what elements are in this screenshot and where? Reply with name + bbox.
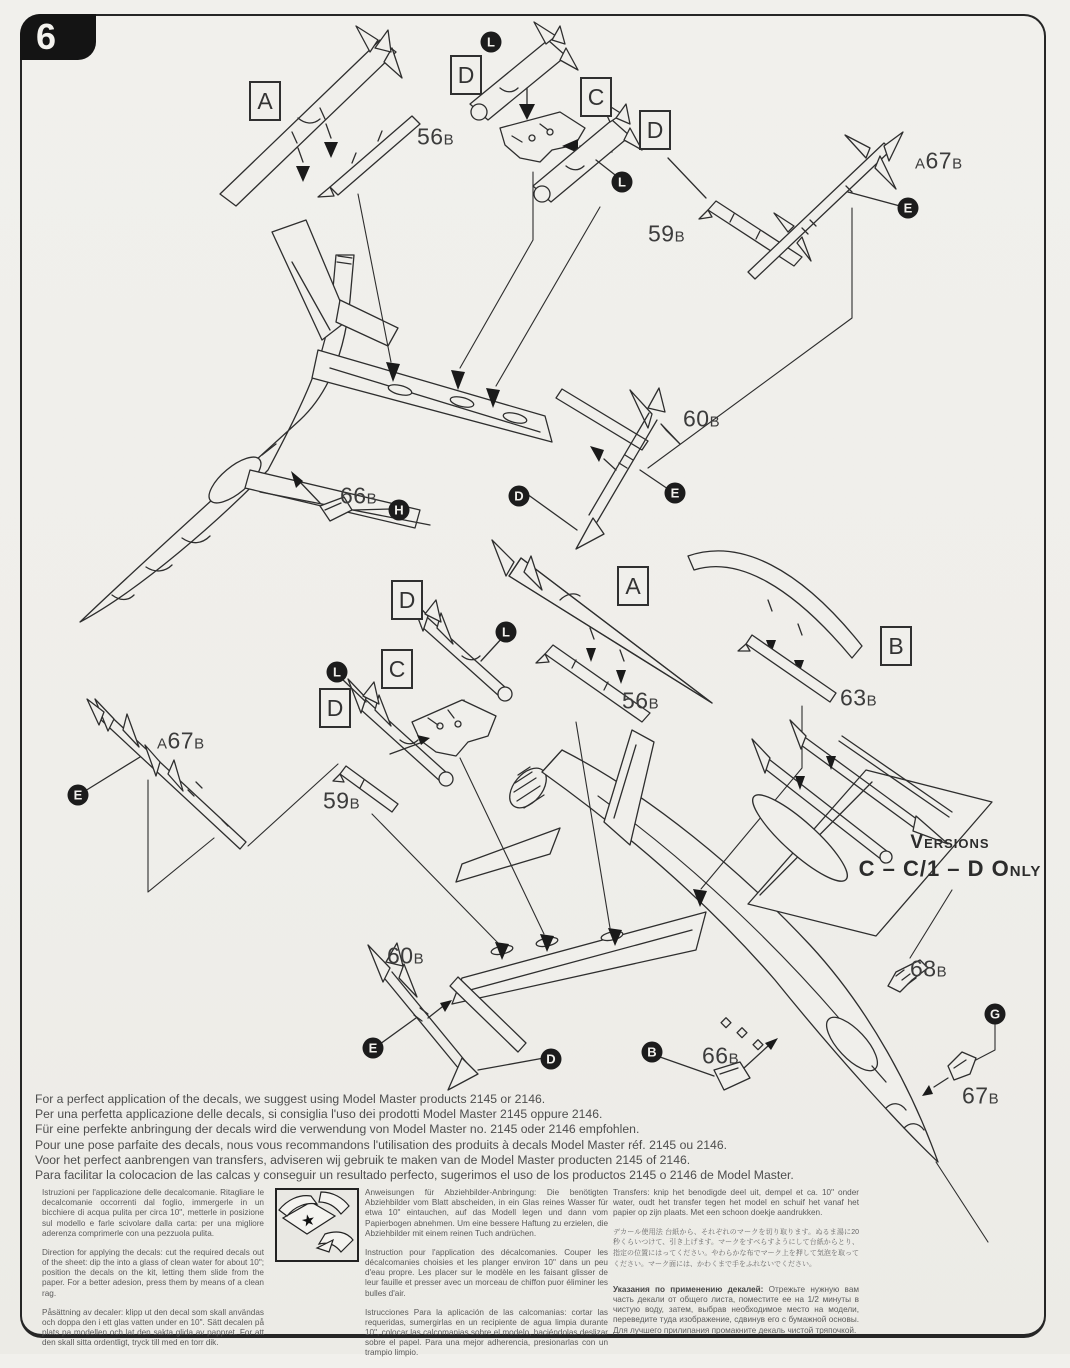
part-number-text: B [443,131,455,149]
upper-circle-label-H [389,500,410,521]
pylon-56b-upper-drawing [318,116,420,197]
circle-label-letter: D [546,1051,556,1067]
instruction-column-3 [613,1188,859,1345]
part-number-text: B [674,228,686,246]
upper-box-label-D [450,55,482,95]
decal-application-illustration [275,1188,359,1262]
part-number-text: B [194,735,205,753]
part-number-text: A [157,735,168,753]
box-label-letter: D [646,116,664,143]
circle-label-letter: E [368,1040,378,1056]
hands-applying-decal-art [277,1190,356,1259]
part-number-text: B [728,1050,740,1068]
instruction-paragraph: Direction for applying the decals: cut the required decals out of the sheet: dip the into a glass of clean water for about 10"; position the decals on the kit, letting them slide from the paper. For a better adesion, press them by means of a clean rag. [42,1247,264,1298]
instruction-paragraph: Anweisungen für Abziehbilder-Anbringung: Die benötigten Abziehbilder vom Blatt abscheiden, in ein Glas reines Wasser für etwa 10" eintauchen, auf das Modell legen und dann vom Papierbogen abnehmen. Um eine bessere Haftung zu erzielen, die Abziehbilder mit einem reinen Tuch andrüchen. [365,1188,608,1238]
circle-label-letter: E [73,787,83,803]
circle-label-letter: G [989,1006,1001,1022]
part-63b-drawing [688,551,862,702]
lower-box-label-A [617,566,649,606]
upper-circle-label-L [612,172,633,193]
sidewinder-a67b-lower-drawing [85,699,338,892]
part-number-text: B [648,695,660,713]
part-number-text: B [988,1090,1000,1108]
decal-recommendation-line-5: Voor het perfect aanbrengen van transfers, adviseren wij gebruik te maken van de Model Master producten 2145 of 2146. [35,1152,691,1167]
box-label-letter: D [457,61,475,88]
upper-circle-label-D [509,486,530,507]
decal-recommendation-line-4: Pour une pose parfaite des decals, nous vous recommandons l'utilisation des produits à decals Model Master réf. 2145 ou 2146. [35,1137,728,1152]
decal-recommendation-line-3: Für eine perfekte anbringung der decals wird die verwendung von Model Master no. 2145 oder 2146 empfohlen. [35,1122,640,1137]
lower-box-label-D [391,580,423,620]
upper-box-label-D [639,110,671,150]
box-label-letter: B [888,632,904,659]
part-number-text: 56 [622,687,649,714]
instruction-paragraph: Påsättning av decaler: klipp ut den decal som skall användas och doppa den i ett glas vatten under en 10". Sätt decalen på plats pa modellen och lat den sakta glida av pappret. For att den skall sitta ordentligt, tryck till med en torr dik. [42,1307,264,1348]
starboard-weapons-cluster-drawing [743,720,992,936]
lower-box-label-C [381,649,413,689]
circle-label-letter: B [647,1044,657,1060]
box-label-letter: A [625,572,641,599]
part-number-text: 63 [840,684,867,711]
decal-recommendation-line-6: Para facilitar la colocacion de las calcas y conseguir un resultado perfecto, sugerimos el uso de los productos 2145 o 2146 de Model Master. [35,1168,794,1183]
rocket-60b-upper-drawing [527,388,680,549]
instruction-paragraph: Transfers: knip het benodigde deel uit, dempel et ca. 10" onder water, oudt het transfer tegen het model en schuif het vanaf het papier op zijn plaats. Met een schoon doekje aandrukken. [613,1188,859,1218]
lower-part-number-60B [387,942,425,969]
part-number-text: 60 [387,942,414,969]
aircraft-top-view-drawing [80,172,648,622]
lower-box-label-B [880,626,912,666]
part-number-text: 66 [702,1042,729,1069]
instruction-column-1 [42,1188,264,1357]
circle-label-letter: E [670,485,680,501]
lower-circle-label-L [496,622,517,643]
lower-part-number-67B [962,1082,1000,1109]
part-number-text: 67 [925,147,953,174]
box-label-letter: D [326,694,344,721]
upper-part-number-59B [648,220,686,247]
part-number-text: 59 [648,220,675,247]
lower-part-number-59B [323,787,361,814]
upper-part-number-A67B [915,147,963,174]
versions-note-variants: C – C/1 – D Only [858,856,1042,881]
circle-label-letter: L [333,664,341,680]
lower-circle-label-L [327,662,348,683]
lower-circle-label-D [541,1049,562,1070]
part-number-text: 67 [167,727,195,754]
instruction-paragraph: Istrucciones Para la aplicación de las calcomanias: cortar las requeridas, sumergirlas en un recipiente de agua limpia durante 10", colocar las calcomanias sobre el modelo, haciéndolas deslizar sobre el papel. Para una mejor adherencia, presionarlas con un trampio limpio. [365,1307,608,1358]
part-number-text: 60 [683,405,710,432]
circle-label-letter: L [618,174,626,190]
adapter-c-lower-drawing [390,700,496,756]
upper-circle-label-E [665,483,686,504]
circle-label-letter: D [514,488,524,504]
box-label-letter: C [388,655,406,682]
upper-circle-label-L [481,32,502,53]
part-number-text: 66 [340,482,367,509]
instruction-column-2 [365,1188,608,1368]
lower-part-number-A67B [157,727,205,754]
lower-part-number-63B [840,684,878,711]
lower-box-label-D [319,688,351,728]
part-number-text: 68 [910,955,937,982]
circle-label-letter: L [502,624,510,640]
part-number-text: B [709,413,721,431]
decal-recommendation-line-1: For a perfect application of the decals, we suggest using Model Master products 2145 or 2146. [35,1092,546,1106]
part-number-text: B [413,950,425,968]
part-number-text: B [349,795,361,813]
box-label-letter: D [398,586,416,613]
step-number: 6 [36,16,58,57]
instruction-paragraph: Istruzioni per l'applicazione delle decalcomanie. Ritagliare le decalcomanie occorrenti dal foglio, immergerle in un bicchiere di acqua pulita per circa 10", metterle in posizione sul modello e farle scivolare dalla carta: per una migliore aderenza comprimerle con una pezzuola pulita. [42,1188,264,1238]
lower-circle-label-B [642,1042,663,1063]
part-number-text: B [952,155,963,173]
upper-circle-label-E [898,198,919,219]
upper-part-number-60B [683,405,721,432]
upper-part-number-66B [340,482,378,509]
part-number-text: 56 [417,123,444,150]
decal-recommendation-line-2: Per una perfetta applicazione delle decals, si consiglia l'uso dei prodotti Model Master 2145 oppure 2146. [35,1107,603,1122]
upper-box-label-C [580,77,612,117]
upper-diagram-art [80,22,903,622]
lower-part-number-56B [622,687,660,714]
circle-label-letter: L [487,34,495,50]
circle-label-letter: E [903,200,913,216]
part-number-text: B [366,490,378,508]
part-number-text: A [915,155,926,173]
instruction-paragraph: Указания по применению декалей: Отрежьте нужную вам часть декали от общего листа, поместите ее на 1/2 минуты в чистую воду, затем, выбрав необходимое место на модели, переведите туда изображение, сдвинув его с бумажной основы. Для лучшего прилипания промакните декаль чистой тряпочкой. [613,1284,859,1335]
box-label-letter: C [587,83,605,110]
upper-box-label-A [249,81,281,121]
drop-tank-a-drawing [220,26,402,206]
decal-recommendation-text [35,1092,875,1183]
versions-note-title: Versions [910,832,990,853]
instruction-paragraph: デカール使用法 台紙から、それぞれのマークを切り取ります。ぬるま湯に20秒くらいつけて、引き上げます。マークをすべらすようにして台紙からとり、指定の位置にはってください。やわらかな布でマーク上を押して気泡を取ってください。マーク面には、かわくまで手をふれないでください。 [613,1228,859,1269]
instruction-paragraph: Instruction pour l'application des décalcomanies. Couper les décalcomanies choisies et les planger environ 10" dans un peu d'eau propre. Les placer sur le modèle en les faisant glisser de leur fauille et presser avec un morceau de chiffon puor éliminer les bulles d'air. [365,1247,608,1298]
lower-part-number-66B [702,1042,740,1069]
part-number-text: B [866,692,878,710]
lower-circle-label-E [363,1038,384,1059]
box-label-letter: A [257,87,273,114]
lower-circle-label-E [68,785,89,806]
part-number-text: 59 [323,787,350,814]
instruction-paragraph-lead: Указания по применению декалей: [613,1284,769,1294]
versions-note [838,832,1062,882]
svg-text:★: ★ [299,1211,318,1232]
lower-circle-label-G [985,1004,1006,1025]
upper-part-number-56B [417,123,455,150]
part-number-text: 67 [962,1082,989,1109]
circle-label-letter: H [394,502,404,518]
part-number-text: B [936,963,948,981]
lower-part-number-68B [910,955,948,982]
drop-tank-a-lower-drawing [492,540,712,703]
